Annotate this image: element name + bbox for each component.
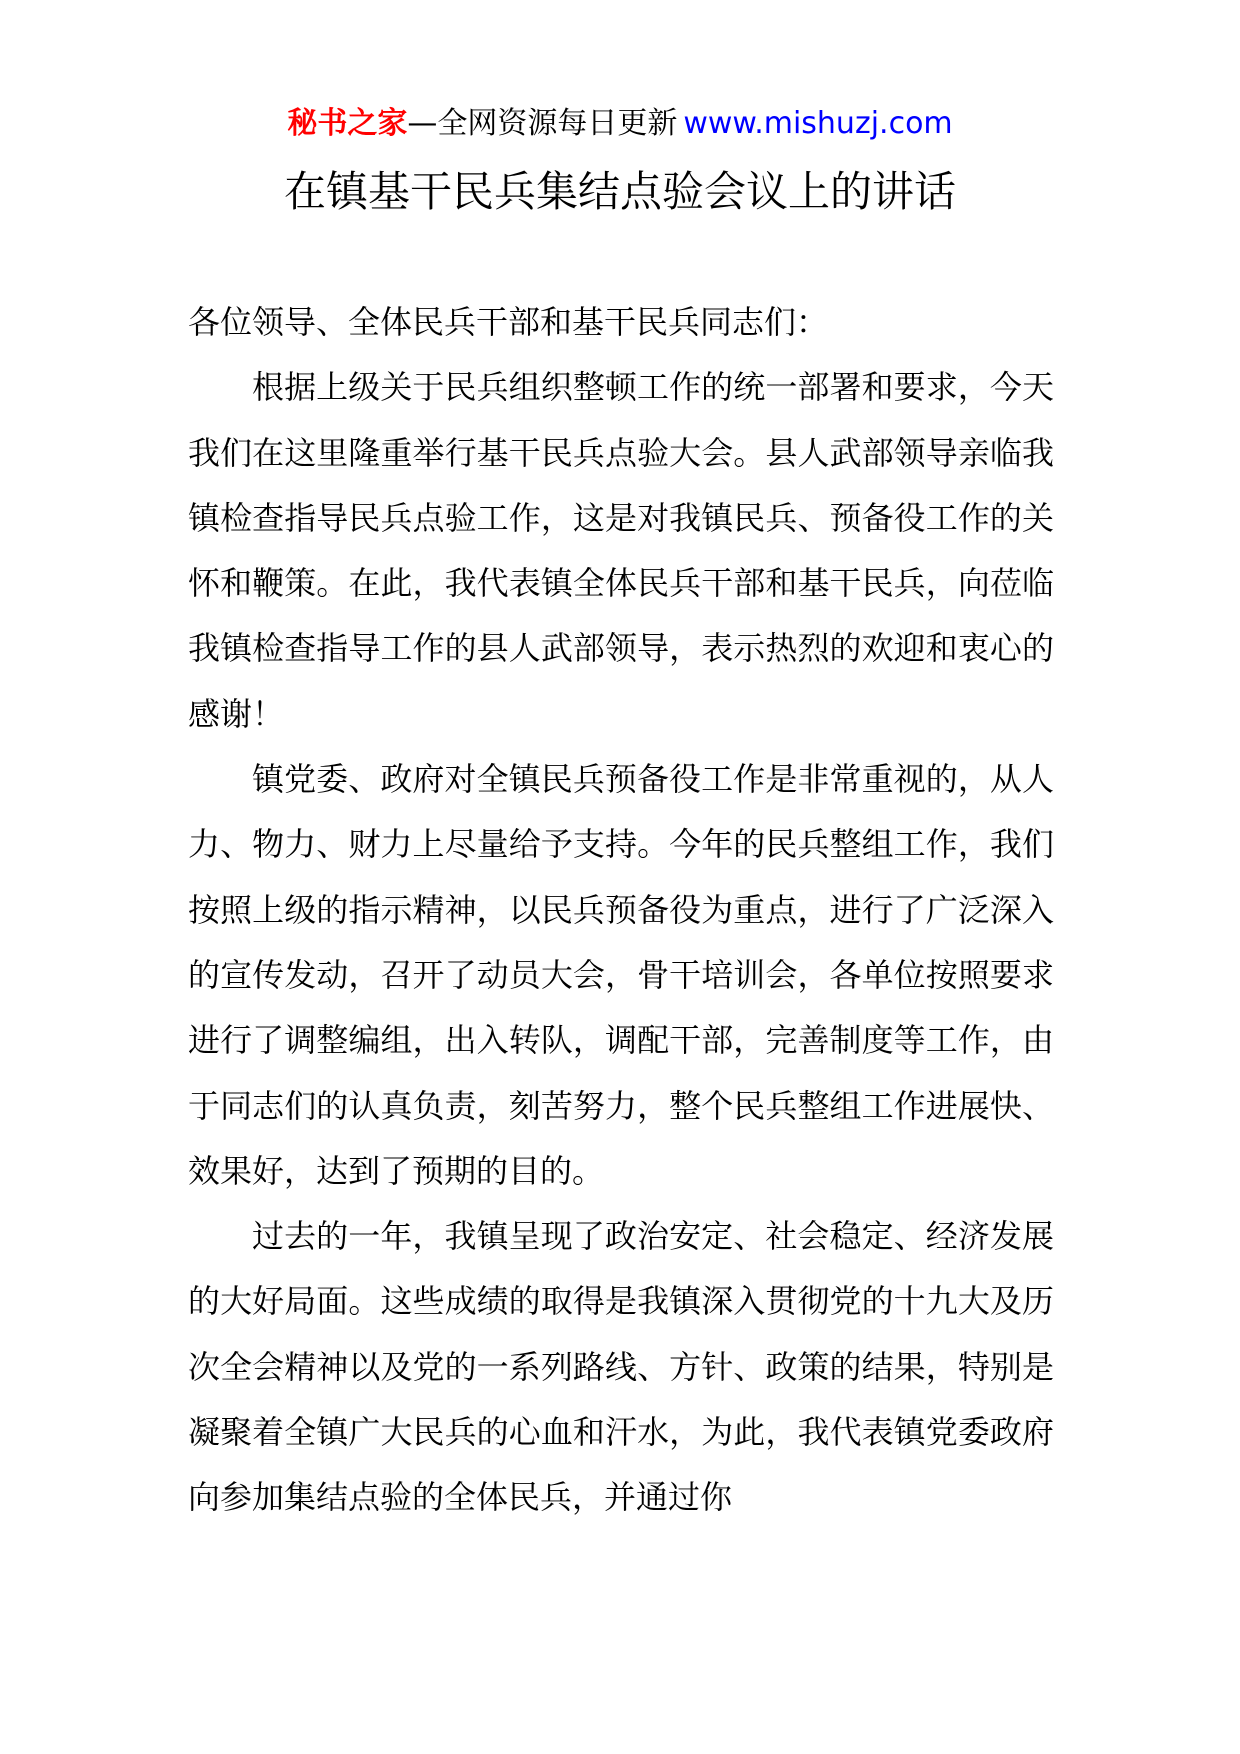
header-tagline: —全网资源每日更新 <box>407 106 678 141</box>
paragraph-2: 镇党委、政府对全镇民兵预备役工作是非常重视的，从人力、物力、财力上尽量给予支持。今年的民兵整组工作，我们按照上级的指示精神，以民兵预备役为重点，进行了广泛深入的宣传发动，召开了动员大会，骨干培训会，各单位按照要求进行了调整编组，出入转队，调配干部，完善制度等工作，由于同志们的认真负责，刻苦努力，整个民兵整组工作进展快、效果好，达到了预期的目的。 <box>188 760 1054 1190</box>
paragraph-1: 根据上级关于民兵组织整顿工作的统一部署和要求，今天我们在这里隆重举行基干民兵点验大会。县人武部领导亲临我镇检查指导民兵点验工作，这是对我镇民兵、预备役工作的关怀和鞭策。在此，我代表镇全体民兵干部和基干民兵，向莅临我镇检查指导工作的县人武部领导，表示热烈的欢迎和衷心的感谢！ <box>188 368 1054 733</box>
site-url-link[interactable]: www.mishuzj.com <box>683 106 953 141</box>
paragraph-3: 过去的一年，我镇呈现了政治安定、社会稳定、经济发展的大好局面。这些成绩的取得是我镇深入贯彻党的十九大及历次全会精神以及党的一系列路线、方针、政策的结果，特别是凝聚着全镇广大民兵的心血和汗水，为此，我代表镇党委政府向参加集结点验的全体民兵，并通过你 <box>188 1217 1054 1517</box>
salutation: 各位领导、全体民兵干部和基干民兵同志们： <box>188 303 829 341</box>
site-header <box>0 102 1240 146</box>
brand-name: 秘书之家 <box>287 106 408 141</box>
document-title: 在镇基干民兵集结点验会议上的讲话 <box>283 167 956 216</box>
document-body <box>188 290 1054 1531</box>
